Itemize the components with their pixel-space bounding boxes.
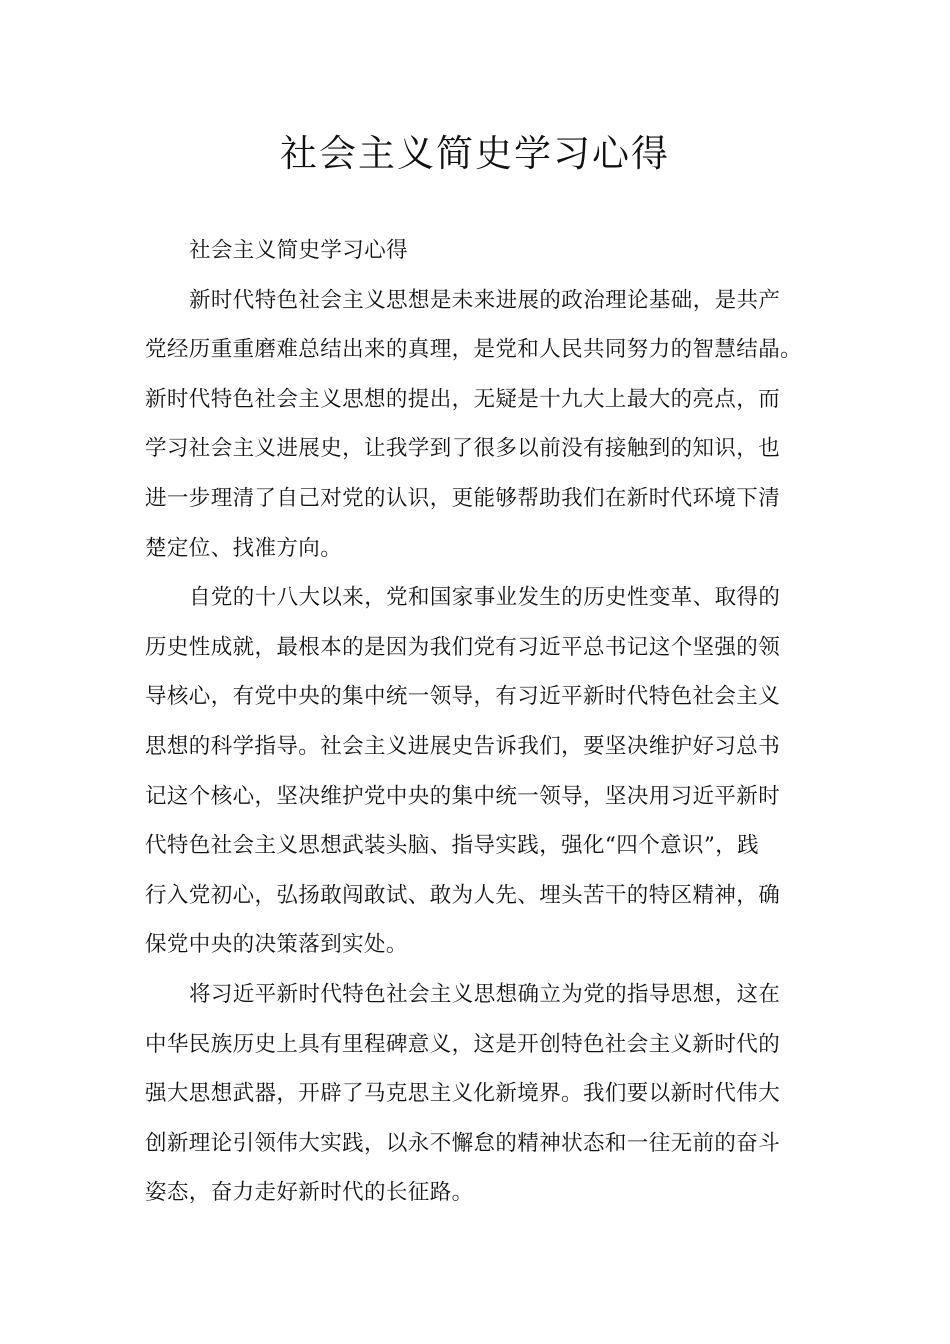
text-line: 新时代特色社会主义思想是未来进展的政治理论基础，是共产 [189,287,781,313]
text-line: 党经历重重磨难总结出来的真理，是党和人民共同努力的智慧结晶。 [145,337,803,363]
text-line: 楚定位、找准方向。 [145,535,343,561]
text-line: 记这个核心，坚决维护党中央的集中统一领导，坚决用习近平新时 [145,783,781,809]
document-body [145,226,810,1218]
text-line: 社会主义简史学习心得 [189,238,409,263]
document-title: 社会主义简史学习心得 [280,132,670,175]
text-line: 新时代特色社会主义思想的提出，无疑是十九大上最大的亮点，而 [145,386,781,412]
text-line: 思想的科学指导。社会主义进展史告诉我们，要坚决维护好习总书 [145,733,781,759]
text-line: 姿态，奋力走好新时代的长征路。 [145,1180,474,1206]
text-line: 中华民族历史上具有里程碑意义，这是开创特色社会主义新时代的 [145,1031,781,1057]
text-line: 自党的十八大以来，党和国家事业发生的历史性变革、取得的 [189,585,781,611]
text-line: 代特色社会主义思想武装头脑、指导实践，强化“四个意识”，践 [145,833,760,859]
text-line: 强大思想武器，开辟了马克思主义化新境界。我们要以新时代伟大 [145,1081,781,1107]
text-line: 进一步理清了自己对党的认识，更能够帮助我们在新时代环境下清 [145,485,781,511]
text-line: 历史性成就，最根本的是因为我们党有习近平总书记这个坚强的领 [145,634,781,660]
text-line: 导核心，有党中央的集中统一领导，有习近平新时代特色社会主义 [145,684,781,710]
text-line: 保党中央的决策落到实处。 [145,932,408,958]
text-line: 创新理论引领伟大实践，以永不懈怠的精神状态和一往无前的奋斗 [145,1130,781,1156]
text-line: 学习社会主义进展史，让我学到了很多以前没有接触到的知识，也 [145,436,781,462]
text-line: 将习近平新时代特色社会主义思想确立为党的指导思想，这在 [189,981,781,1007]
text-line: 行入党初心，弘扬敢闯敢试、敢为人先、埋头苦干的特区精神，确 [145,882,781,908]
